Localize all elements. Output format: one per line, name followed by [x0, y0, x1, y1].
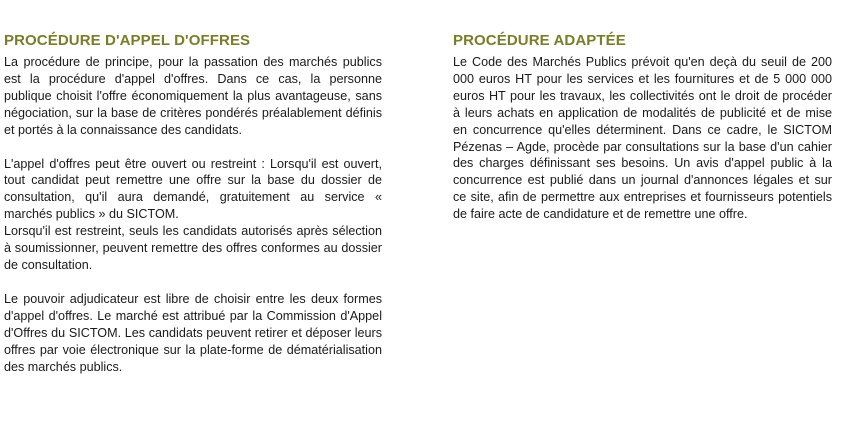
procedure-adaptee-section [453, 31, 832, 223]
appel-offres-paragraph-ouvert: L'appel d'offres peut être ouvert ou restreint : Lorsqu'il est ouvert, tout candidat peut remettre une offre sur la base du dossier de consultation, qu'il aura demandé, gratuitement au service « marchés publics » du SICTOM. [4, 156, 382, 222]
appel-offres-paragraph-principe: La procédure de principe, pour la passation des marchés publics est la procédure d'appel d'offres. Dans ce cas, la personne publique choisit l'offre économiquement la plus avantageuse, sans négociation, sur la base de critères pondérés préalablement définis et portés à la connaissance des candidats. [4, 55, 382, 137]
appel-offres-heading: PROCÉDURE D'APPEL D'OFFRES [4, 32, 251, 49]
appel-offres-section [4, 31, 382, 375]
paragraph-spacer [4, 274, 382, 291]
procedure-adaptee-heading: PROCÉDURE ADAPTÉE [453, 32, 626, 49]
appel-offres-paragraph-restreint: Lorsqu'il est restreint, seuls les candidats autorisés après sélection à soumissionner, peuvent remettre des offres conformes au dossier de consultation. [4, 224, 382, 272]
paragraph-spacer [4, 139, 382, 156]
appel-offres-paragraph-pouvoir: Le pouvoir adjudicateur est libre de choisir entre les deux formes d'appel d'offres. Le marché est attribué par la Commission d'Appel d'Offres du SICTOM. Les candidats peuvent retirer et déposer leurs offres par voie électronique sur la plate-forme de dématérialisation des marchés publics. [4, 291, 382, 374]
procedure-adaptee-paragraph: Le Code des Marchés Publics prévoit qu'en deçà du seuil de 200 000 euros HT pour les services et les fournitures et de 5 000 000 euros HT pour les travaux, les collectivités ont le droit de procéder à leurs achats en application de modalités de publicité et de mise en concurrence qu'elles déterminent. Dans ce cadre, le SICTOM Pézenas – Agde, procède par consultations sur la base d'un cahier des charges définissant ses besoins. Un avis d'appel public à la concurrence est publié dans un journal d'annonces légales et sur ce site, afin de permettre aux entreprises et fournisseurs potentiels de faire acte de candidature et de remettre une offre. [453, 55, 832, 222]
